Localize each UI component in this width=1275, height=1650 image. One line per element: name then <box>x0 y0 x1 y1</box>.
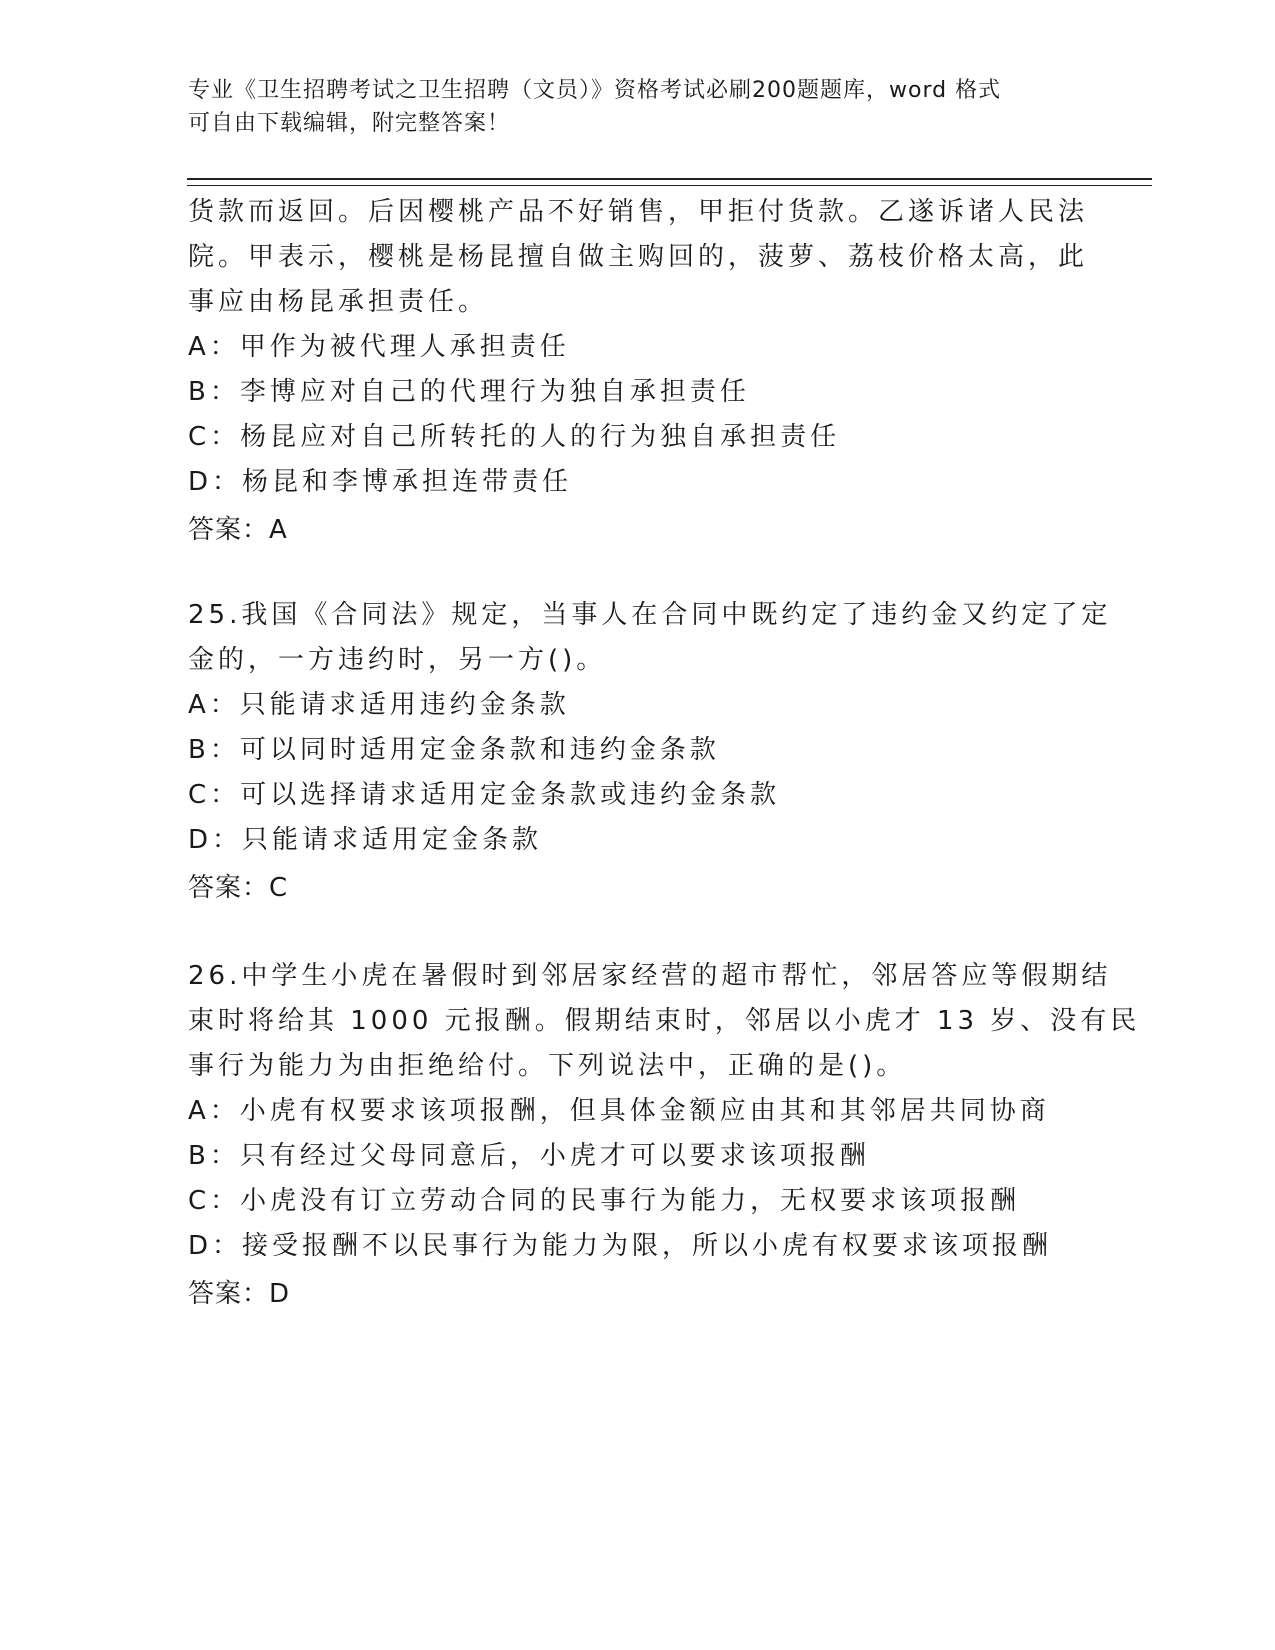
question-stem-line: 束时将给其 1000 元报酬。假期结束时，邻居以小虎才 13 岁、没有民 <box>188 1006 1141 1036</box>
answer-label: 答案：D <box>188 1279 291 1309</box>
option-b: B：李博应对自己的代理行为独自承担责任 <box>188 377 750 407</box>
header-divider <box>187 178 1152 186</box>
answer-label: 答案：C <box>188 873 289 903</box>
option-d: D：只能请求适用定金条款 <box>188 825 543 855</box>
answer-label: 答案：A <box>188 515 288 545</box>
question-26 <box>188 954 1141 1319</box>
question-list <box>188 190 1141 1319</box>
question-stem-line: 院。甲表示，樱桃是杨昆擅自做主购回的，菠萝、荔枝价格太高，此 <box>188 242 1089 272</box>
option-c: C：可以选择请求适用定金条款或违约金条款 <box>188 780 781 810</box>
option-b: B：可以同时适用定金条款和违约金条款 <box>188 735 720 765</box>
header-title-line-2: 可自由下载编辑，附完整答案！ <box>188 111 511 136</box>
option-a: A：只能请求适用违约金条款 <box>188 690 570 720</box>
document-header <box>188 74 1088 140</box>
option-a: A：小虎有权要求该项报酬，但具体金额应由其和其邻居共同协商 <box>188 1096 1050 1126</box>
question-stem-line: 货款而返回。后因樱桃产品不好销售，甲拒付货款。乙遂诉诸人民法 <box>188 197 1089 227</box>
option-a: A：甲作为被代理人承担责任 <box>188 332 570 362</box>
question-stem-line: 事行为能力为由拒绝给付。下列说法中，正确的是()。 <box>188 1051 907 1081</box>
question-stem-line: 26.中学生小虎在暑假时到邻居家经营的超市帮忙，邻居答应等假期结 <box>188 961 1112 991</box>
header-title-line-1: 专业《卫生招聘考试之卫生招聘（文员）》资格考试必刷200题题库，word 格式 <box>188 78 1002 103</box>
question-24 <box>188 190 1088 555</box>
option-c: C：小虎没有订立劳动合同的民事行为能力，无权要求该项报酬 <box>188 1186 1021 1216</box>
option-d: D：杨昆和李博承担连带责任 <box>188 467 573 497</box>
question-stem-line: 事应由杨昆承担责任。 <box>188 287 489 317</box>
option-d: D：接受报酬不以民事行为能力为限，所以小虎有权要求该项报酬 <box>188 1231 1053 1261</box>
question-stem-line: 金的，一方违约时，另一方()。 <box>188 645 607 675</box>
question-spacer <box>188 913 1088 954</box>
option-c: C：杨昆应对自己所转托的人的行为独自承担责任 <box>188 422 841 452</box>
question-stem-line: 25.我国《合同法》规定，当事人在合同中既约定了违约金又约定了定 <box>188 600 1112 630</box>
question-25 <box>188 593 1112 913</box>
question-spacer <box>188 555 1088 593</box>
option-b: B：只有经过父母同意后，小虎才可以要求该项报酬 <box>188 1141 870 1171</box>
